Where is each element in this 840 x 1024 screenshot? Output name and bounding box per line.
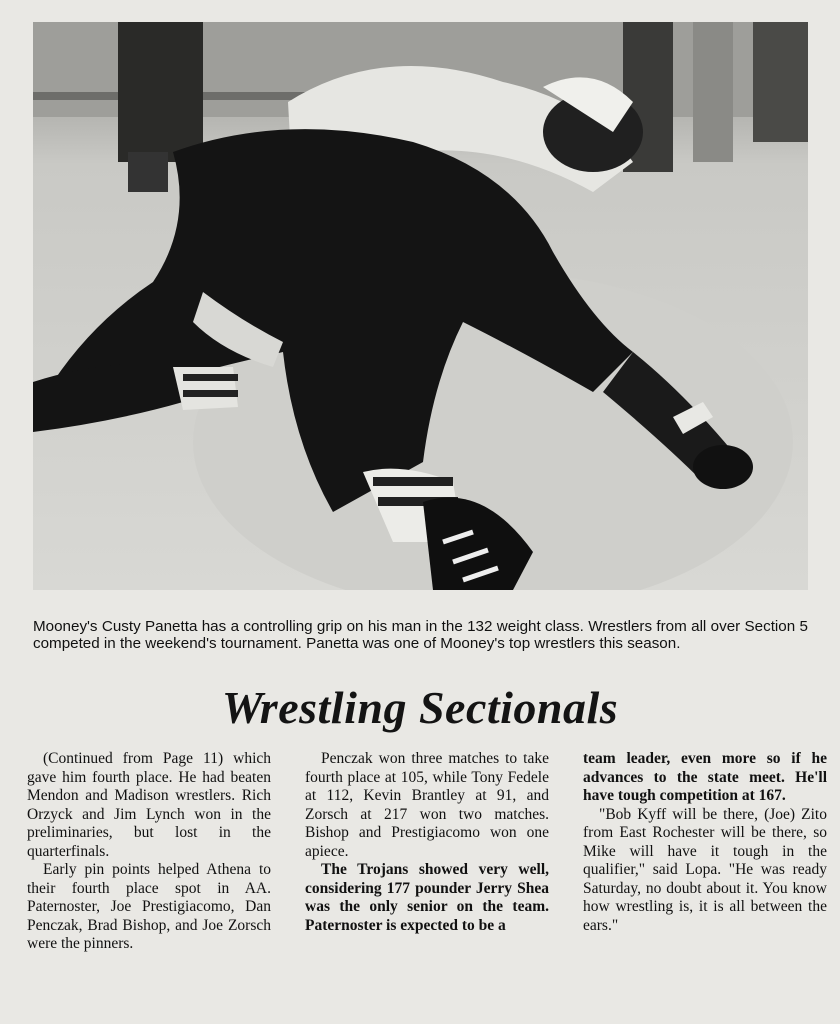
column-3-paragraph-2: "Bob Kyff will be there, (Joe) Zito from East Rochester will be there, so Mike will have it tough in the qualifier," said Lopa. "He was ready Saturday, no doubt about it. You know how wrestling is, it is all between the ears."	[583, 805, 827, 934]
column-3-paragraph-1: team leader, even more so if he advances to the state meet. He'll have tough competition at 167.	[583, 750, 827, 804]
column-2-paragraph-1: Penczak won three matches to take fourth place at 105, while Tony Fedele at 112, Kevin Brantley at 91, and Zorsch at 217 won two matches. Bishop and Prestigiacomo won one apiece.	[305, 750, 549, 860]
column-1-paragraph-2: Early pin points helped Athena to their fourth place spot in AA. Paternoster, Joe Prestigiacomo, Dan Penczak, Brad Bishop, and Joe Zorsch were the pinners.	[27, 861, 271, 952]
photo-illustration	[33, 22, 808, 590]
column-1-paragraph-1: (Continued from Page 11) which gave him fourth place. He had beaten Mendon and Madison wrestlers. Rich Orzyck and Jim Lynch won in the preliminaries, but lost in the quarterfinals.	[27, 750, 271, 860]
wrestling-photo	[33, 22, 808, 590]
column-2-paragraph-2: The Trojans showed very well, considering 177 pounder Jerry Shea was the only senior on the team. Paternoster is expected to be a	[305, 861, 549, 934]
photo-caption: Mooney's Custy Panetta has a controlling grip on his man in the 132 weight class. Wrestlers from all over Section 5 competed in the weekend's tournament. Panetta was one of Mooney's top wrestlers this season.	[33, 618, 808, 652]
article-headline: Wrestling Sectionals	[221, 682, 619, 733]
article-column-2	[305, 750, 549, 935]
article-column-3	[583, 750, 827, 935]
article-column-1	[27, 750, 271, 954]
